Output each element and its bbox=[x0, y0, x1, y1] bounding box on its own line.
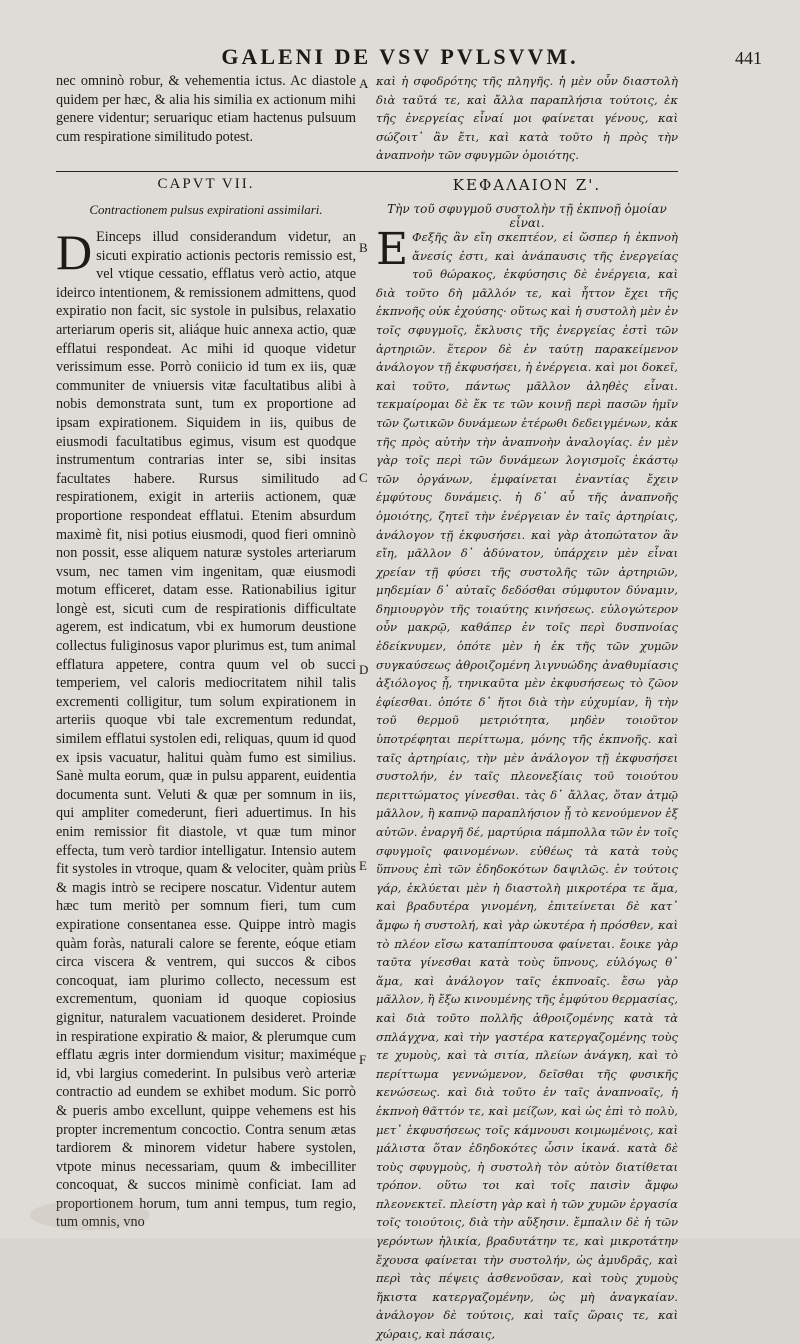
margin-letter-c: C bbox=[359, 470, 368, 485]
margin-letter-a: A bbox=[359, 76, 369, 91]
latin-chapter-title: CAPVT VII. bbox=[157, 176, 255, 192]
latin-dropcap: D bbox=[56, 224, 93, 280]
margin-letter-f: F bbox=[359, 1052, 367, 1067]
greek-body bbox=[376, 224, 678, 1344]
latin-body-text: Einceps illud considerandum videtur, an sicuti expiratio actionis pectoris remissio est, vel vtique cessatio, efflatus verò actio, atque ideirco intentionem, & remissionem admittens, quod expiratio non facit, sic systole in pulsibus, relaxatio arteriarum operis sit, aliáque huic annexa actio, quæ efflatui respondeat. Ac mihi id quoque videtur verissimum esse. Porrò coniicio id tum ex iis, quæ communiter de vniuersis vitæ facultatibus alibi à nobis demonstrata sunt, tum ex proportione ad ipsam expirationem. Siquidem in iis, quibus de eiusmodi facultatibus egimus, visum est quodque instrumentum contrarias inter se, sibi insitas facultates habere. Rursus similitudo ad respirationem, exigit in arteriis actionem, quæ proportione respondeat efflatui. Etenim absurdum maximè fit, nisi potius eiusmodi, quod fieri omninò non possit, esse aliquem naturæ systoles arteriarum vsum, nec tamen vim ingenitam, quæ eiusmodi motum efficeret, datam esse. Rationabilius igitur longè est, sicuti cum de respirationis difficultate agerem, est indicatum, vbi ex humorum deustione collectus fuliginosus vapor plurimus est, tum animal efflatura appetere, contra quum vel ob succi temperiem, vel caloris mediocritatem nihil talis excrementi colligitur, tum solum expirationem in arteriis quoque vbi tale excrementum redundat, similem efflatui systolen edi, reliquas, quum id quod ex ipsis vacuatur, halitui quàm fumo est similius. Sanè multa eorum, quæ in pulsu apparent, euidentia documenta sunt. Veluti & quæ per somnum in iis, qui ampliter comederunt, fieri aduertimus. In his enim remissior fit diastole, vt quæ tum minor effecta, tum verò tardior intelligatur. Intensio autem fit systoles in vtroque, quam & velociter, quàm priùs & magis intrò se recipere noscatur. Videntur autem hæc tum meritò per somnum fieri, tum cum expiratione consentanea esse. Quippe intrò magis quàm foràs, naturali calore se ferente, eóque etiam circa viscera & ventrem, qui succos & cibos concoquat, iam plurimo collecto, necessum est excrementum, quoniam id quoque copiosius gignitur, naturalem vacuationem desideret. Proinde in respiratione expiratio & maior, & plerumque cum efflatu ægris inter dormiendum visitur; maximéque id, vbi largius comederint. In pulsibus verò arteriæ contractio ad eundem se exhibet modum. Sic porrò & pueris ambo excellunt, quippe vehemens est his propter incrementum concoctio. Contra senum ætas tardiorem & minorem videtur habere systolen, vtpote minus necessariam, quum & imbecilliter concoquat, & succos minimè conficiat. Iam ad proportionem horum, tum anni tempus, tum regio, tum omnis, vno bbox=[56, 229, 356, 1231]
greek-top-paragraph: καὶ ἡ σφοδρότης τῆς πληγῆς. ἡ μὲν οὖν διαστολὴ διὰ ταῦτά τε, καὶ ἄλλα παραπλήσια τούτοις, ἐκ τῆς ἐνεργείας εἶναί μοι φαίνεται γένους, καὶ σώζοιτ᾽ ἂν ἔτι, καὶ κατὰ τοῦτο ἡ πρὸς τὴν ἀναπνοὴν τῶν σφυγμῶν ὁμοιότης. bbox=[376, 74, 678, 163]
margin-letter-d: D bbox=[359, 662, 369, 677]
latin-body bbox=[56, 224, 356, 1232]
greek-body-text: Φεξῆς ἂν εἴη σκεπτέον, εἰ ὥσπερ ἡ ἐκπνοὴ ἄνεσίς ἐστι, καὶ ἀνάπαυσις τῆς ἐνεργείας τοῦ θώρακος, ἐκφύσησις δὲ ἐνέργεια, καὶ διὰ τοῦτο δὴ μᾶλλόν τε, καὶ ἧττον ἔχει τῆς ἐκπνοῆς οὐκ ἐχούσης· οὕτως καὶ ἡ συστολὴ μὲν ἐν τοῖς σφυγμοῖς, ἔκλυσις τῆς ἐνεργείας ἐστὶ τῶν ἀρτηριῶν. ἕτερον δὲ ἐν ταύτῃ παρακείμενον ἀνάλογον τῇ ἐκφυσήσει, ἡ ἐνέργεια. καὶ μοι δοκεῖ, καὶ τοῦτο, πάντως μᾶλλον ἀληθὲς εἶναι. τεκμαίρομαι δὲ ἔκ τε τῶν κοινῇ περὶ πασῶν ἡμῖν τῶν ζωτικῶν δυνάμεων ἑτέρωθι δεδειγμένων, κἀκ τῆς πρὸς αὐτὴν τὴν ἀναπνοὴν ἀναλογίας. ἐν μὲν γὰρ τοῖς περὶ τῶν δυνάμεων λογισμοῖς ἑκάστῳ τῶν ὀργάνων, ἐμφαίνεται ἐναντίας ἔχειν ἐμφύτους δυνάμεις. ἡ δ᾽ αὖ τῆς ἀναπνοῆς ὁμοιότης, ζητεῖ τὴν ἐνέργειαν ἐν ταῖς ἀρτηρίαις, ἀνάλογον τῇ ἐκφυσήσει. καὶ γὰρ ἀτοπώτατον ἂν εἴη, μᾶλλον δ᾽ ἀδύνατον, ὑπάρχειν μὲν εἶναι χρείαν τῇ φύσει τῆς συστολῆς τῶν ἀρτηριῶν, μηδεμίαν δ᾽ αὐταῖς δεδόσθαι σύμφυτον δύναμιν, δημιουργὸν τῆς τοιαύτης κινήσεως. εὐλογώτερον οὖν μακρῷ, καθάπερ ἐν τοῖς περὶ δυσπνοίας ἐδείκνυμεν, ὁπότε μὲν ἡ ἐκ τῆς τῶν χυμῶν συγκαύσεως ἀθροιζομένη λιγνυώδης ἀναθυμίασις ἀξιόλογος ᾖ, τηνικαῦτα μὲν ἐκφυσήσεως τὸ ζῶον ἐφίεσθαι. ὁπότε δ᾽ ἤτοι διὰ τὴν εὐχυμίαν, ἢ τὴν τοῦ θερμοῦ μετριότητα, μηδὲν τοιοῦτον ὑποτρέφηται περίττωμα, μόνης τῆς ἐκπνοῆς. καὶ ταῖς ἀρτηρίαις, τὴν μὲν ἀνάλογον τῇ ἐκφυσήσει συστολήν, ἐν ταῖς πλεονεξίαις τοῦ τοιούτου περιττώματος γίνεσθαι. τὰς δ᾽ ἄλλας, ὅταν ἀτμῷ μᾶλλον, ἢ καπνῷ παραπλήσιον ᾖ τὸ κενούμενον ἐξ αὐτῶν. ἐναργῆ δέ, μαρτύρια πάμπολλα τῶν ἐν τοῖς σφυγμοῖς φαινομένων. εὐθέως τὰ κατὰ τοὺς ὕπνους ἐπὶ τῶν ἐδηδοκότων δαψιλῶς. ἐν τούτοις γάρ, ἐκλύεται μὲν ἡ διαστολὴ μικροτέρα τε ἅμα, καὶ βραδυτέρα γινομένη, ἐπιτείνεται δὲ κατ᾽ ἄμφω ἡ συστολή, καὶ γὰρ ὠκυτέρα ἡ πρόσθεν, καὶ τὸ πλέον εἴσω καταπίπτουσα φαίνεται. ἔοικε γὰρ ταῦτα γίνεσθαι κατὰ τοὺς ὕπνους, εὐλόγως θ᾽ ἅμα, καὶ ἀνάλογον ταῖς ἐκπνοαῖς. ἔσω γὰρ μᾶλλον, ἢ ἔξω κινουμένης τῆς ἐμφύτου θερμασίας, καὶ διὰ τοῦτο πολλῆς ἀθροιζομένης κατὰ τὰ σπλάγχνα, καὶ τὴν γαστέρα κατεργαζομένης τοὺς τε χυμοὺς, καὶ τὰ σιτία, πλείων ἀνάγκη, καὶ τὸ περίττωμα γεννώμενον, δεῖσθαι τῆς φυσικῆς κενώσεως. καὶ διὰ τοῦτο ἐν ταῖς ἀναπνοαῖς, ἡ ἐκπνοὴ θᾶττόν τε, καὶ μείζων, καὶ ὡς ἐπὶ τὸ πολὺ, μετ᾽ ἐκφυσήσεως τοῖς κάμνουσι κοιμωμένοις, καὶ μάλιστα ὅταν ἐδηδοκότες ὦσιν ἱκανά. κατὰ δὲ τοὺς σφυγμοὺς, ἡ συστολὴ τὸν αὐτὸν διατίθεται τρόπον. οὕτω τοι καὶ τοῖς παισὶν ἄμφω πλεονεκτεῖ. πλείστη γὰρ καὶ ἡ τῶν χυμῶν ἐργασία τοῖς τοιούτοις, διὰ τὴν αὔξησιν. ἔμπαλιν δὲ ἡ τῶν γερόντων ἡλικία, βραδυτάτην τε, καὶ μικροτάτην ἔχουσα φαίνεται τὴν συστολήν, ὡς ἀμυδρᾶς, καὶ περὶ τὰς πέψεις ἀσθενοῦσαν, καὶ τοὺς χυμοὺς ἥκιστα κατεργαζομένην, ὡς μὴ ἀναγκαίαν. ἀνάλογον δὲ τούτοις, καὶ ταῖς ὥραις τε, καὶ χώραις, καὶ πάσαις, bbox=[376, 230, 678, 1342]
margin-letter-b: B bbox=[359, 240, 368, 255]
page-number: 441 bbox=[735, 48, 762, 68]
latin-top-paragraph: nec omninò robur, & vehementia ictus. Ac diastole quidem per hæc, & alia his similia ex actionum mihi genere videntur; seruariquc etiam hactenus pulsuum cum respiratione similitudo potest. bbox=[56, 73, 356, 145]
latin-chapter-subtitle: Contractionem pulsus expirationi assimilari. bbox=[89, 202, 323, 217]
greek-chapter-subtitle: Τὴν τοῦ σφυγμοῦ συστολὴν τῇ ἐκπνοῇ ὁμοίαν εἶναι. bbox=[387, 202, 667, 230]
paper-stain bbox=[30, 1200, 150, 1230]
greek-chapter-title: ΚΕΦΑΛΑΙΟΝ Ζ'. bbox=[452, 176, 602, 194]
margin-letter-e: E bbox=[359, 858, 367, 873]
greek-dropcap: Ε bbox=[376, 224, 409, 275]
section-divider bbox=[56, 171, 678, 172]
running-title: GALENI DE VSV PVLSVVM. bbox=[221, 44, 579, 69]
